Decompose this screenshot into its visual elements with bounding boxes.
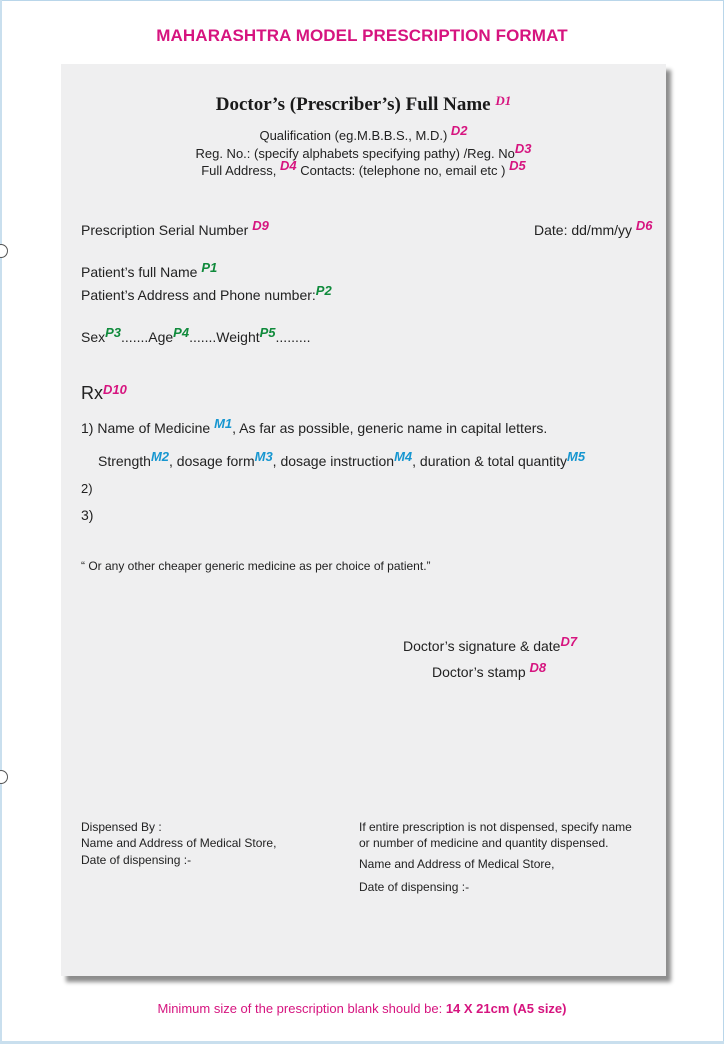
tag-d1: D1 — [495, 93, 512, 108]
partial-dispense-date-line: Date of dispensing :- — [359, 880, 470, 894]
qualification-text: Qualification (eg.M.B.B.S., M.D.) — [259, 128, 448, 143]
dosage-instruction-label: , dosage instruction — [272, 453, 395, 469]
tag-m4: M4 — [394, 449, 413, 464]
tag-d10: D10 — [103, 382, 127, 397]
date-field — [534, 218, 653, 238]
doctor-name-text: Doctor’s (Prescriber’s) Full Name — [215, 94, 491, 115]
strength-label: Strength — [98, 453, 151, 469]
rx-symbol: Rx — [81, 383, 103, 403]
medicine-item-2: 2) — [81, 481, 93, 496]
contacts-text: Contacts: (telephone no, email etc ) — [300, 163, 506, 178]
medicine-generic-note: , As far as possible, generic name in capital letters. — [232, 420, 548, 436]
age-label: .......Age — [121, 329, 174, 345]
dispensed-by-line: Dispensed By : — [81, 820, 162, 834]
serial-number-label: Prescription Serial Number — [81, 222, 249, 238]
weight-trail: ......... — [275, 329, 311, 345]
tag-m1: M1 — [214, 416, 233, 431]
address-text: Full Address, — [201, 163, 277, 178]
tag-p2: P2 — [315, 283, 332, 298]
partial-dispense-store-line: Name and Address of Medical Store, — [359, 857, 555, 871]
stamp-field — [432, 660, 547, 680]
tag-d4: D4 — [280, 158, 297, 173]
minimum-size-value: 14 X 21cm (A5 size) — [445, 1001, 567, 1016]
medicine-name-label: 1) Name of Medicine — [81, 420, 211, 436]
dosage-form-label: , dosage form — [169, 453, 255, 469]
tag-m5: M5 — [567, 449, 586, 464]
rx-heading — [81, 383, 127, 404]
signature-field — [403, 634, 578, 654]
weight-label: .......Weight — [189, 329, 260, 345]
sex-age-weight-line — [81, 325, 311, 345]
tag-p3: P3 — [105, 325, 122, 340]
partial-dispense-line-1: If entire prescription is not dispensed, specify name — [359, 820, 632, 834]
page-left-edge — [0, 0, 2, 1044]
prescription-sheet — [61, 64, 666, 976]
date-label: Date: dd/mm/yy — [534, 222, 633, 238]
page-title: MAHARASHTRA MODEL PRESCRIPTION FORMAT — [156, 26, 568, 45]
patient-name-field — [81, 260, 218, 280]
serial-number-field — [81, 218, 269, 238]
tag-p5: P5 — [259, 325, 276, 340]
dispensed-date-line: Date of dispensing :- — [81, 853, 192, 867]
tag-p1: P1 — [201, 260, 218, 275]
tag-m3: M3 — [254, 449, 273, 464]
patient-name-label: Patient’s full Name — [81, 264, 198, 280]
tag-d9: D9 — [252, 218, 269, 233]
partial-dispense-line-2: or number of medicine and quantity dispensed. — [359, 836, 609, 850]
generic-medicine-note: “ Or any other cheaper generic medicine as per choice of patient.” — [81, 559, 431, 573]
tag-d6: D6 — [635, 218, 653, 233]
tag-p4: P4 — [173, 325, 190, 340]
medicine-item-3: 3) — [81, 507, 94, 523]
tag-m2: M2 — [150, 449, 169, 464]
minimum-size-note — [0, 1001, 724, 1016]
tag-d5: D5 — [509, 158, 526, 173]
patient-address-field — [81, 283, 332, 303]
tag-d3: D3 — [514, 141, 532, 156]
tag-d7: D7 — [560, 634, 578, 649]
doctor-name-heading — [61, 94, 666, 116]
reg-no-text: Reg. No.: (specify alphabets specifying pathy) /Reg. No — [195, 146, 515, 161]
reg-no-line — [61, 141, 666, 161]
dispensed-store-line: Name and Address of Medical Store, — [81, 836, 277, 850]
stamp-label: Doctor’s stamp — [432, 664, 526, 680]
signature-label: Doctor’s signature & date — [403, 638, 561, 654]
sex-label: Sex — [81, 329, 106, 345]
tag-d2: D2 — [450, 123, 468, 138]
qualification-line — [61, 123, 666, 143]
duration-label: , duration & total quantity — [412, 453, 568, 469]
patient-address-label: Patient’s Address and Phone number: — [81, 287, 316, 303]
address-contacts-line — [61, 158, 666, 178]
tag-d8: D8 — [529, 660, 547, 675]
medicine-item-1 — [81, 416, 548, 436]
medicine-details-line — [98, 449, 586, 469]
minimum-size-text: Minimum size of the prescription blank should be: — [157, 1001, 443, 1016]
